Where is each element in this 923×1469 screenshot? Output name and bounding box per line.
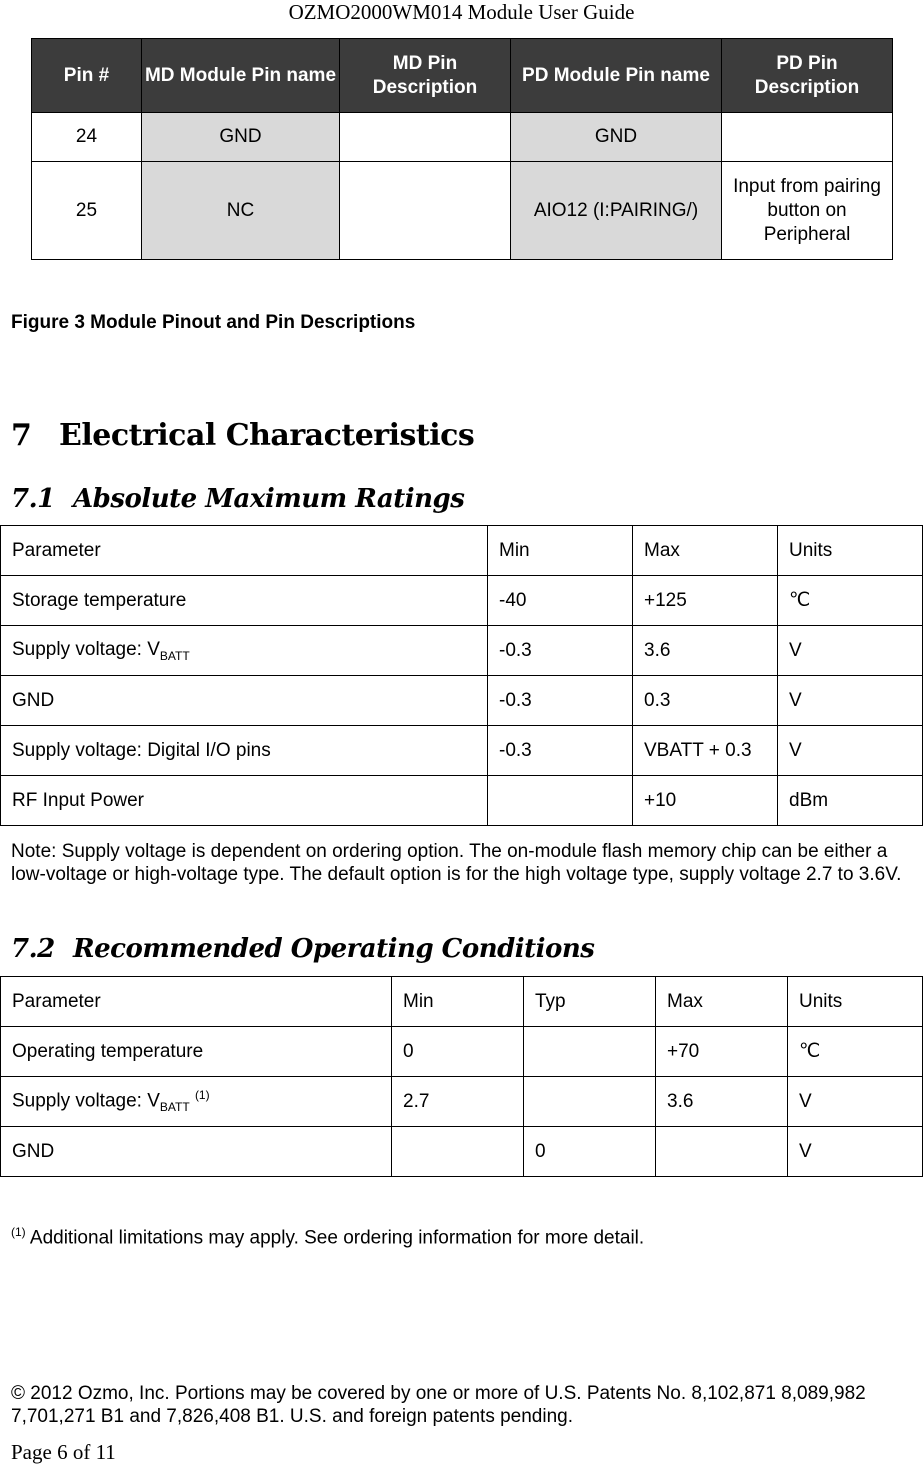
absolute-maximum-ratings-table xyxy=(0,525,923,826)
table-row xyxy=(1,576,923,626)
typ-cell: 0 xyxy=(524,1127,656,1177)
section-title: Electrical Characteristics xyxy=(59,418,475,453)
parameter-cell: GND xyxy=(1,676,488,726)
column-header: MD Pin Description xyxy=(340,39,511,113)
footnote-ref: (1) xyxy=(194,1088,210,1103)
table-row xyxy=(1,676,923,726)
units-cell: dBm xyxy=(778,776,923,826)
table-cell: GND xyxy=(142,113,340,162)
section-7-2-heading xyxy=(11,934,594,964)
max-cell: 3.6 xyxy=(633,626,778,676)
max-cell: 3.6 xyxy=(656,1077,788,1127)
max-cell: +70 xyxy=(656,1027,788,1077)
copyright-notice: © 2012 Ozmo, Inc. Portions may be covered by one or more of U.S. Patents No. 8,102,871 8,089,982 7,701,271 B1 and 7,826,408 B1. U.S. and foreign patents pending. xyxy=(11,1383,866,1427)
table-row xyxy=(1,1077,923,1127)
subscript: BATT xyxy=(159,1100,190,1115)
section-7-1-heading xyxy=(11,484,464,514)
column-header: Units xyxy=(778,526,923,576)
min-cell: 0 xyxy=(392,1027,524,1077)
min-cell xyxy=(488,776,633,826)
units-cell: V xyxy=(778,676,923,726)
section-title: Absolute Maximum Ratings xyxy=(73,484,465,514)
supply-voltage-note: Note: Supply voltage is dependent on ordering option. The on-module flash memory chip can be either a low-voltage or high-voltage type. The default option is for the high voltage type, supply voltage 2.7 to 3.6V. xyxy=(11,841,902,885)
table-cell: 24 xyxy=(32,113,142,162)
min-cell xyxy=(392,1127,524,1177)
column-header: Parameter xyxy=(1,977,392,1027)
table-row xyxy=(1,1127,923,1177)
table-row xyxy=(1,726,923,776)
min-cell: -0.3 xyxy=(488,626,633,676)
min-cell: -0.3 xyxy=(488,676,633,726)
footnote xyxy=(11,1225,644,1249)
column-header: Max xyxy=(633,526,778,576)
max-cell: +10 xyxy=(633,776,778,826)
units-cell: V xyxy=(788,1077,923,1127)
typ-cell xyxy=(524,1027,656,1077)
table-cell xyxy=(722,113,893,162)
column-header: PD Module Pin name xyxy=(511,39,722,113)
parameter-cell: Storage temperature xyxy=(1,576,488,626)
section-title: Recommended Operating Conditions xyxy=(73,934,595,964)
figure-caption: Figure 3 Module Pinout and Pin Descriptions xyxy=(11,312,416,333)
column-header: Units xyxy=(788,977,923,1027)
column-header: Pin # xyxy=(32,39,142,113)
document-header-title: OZMO2000WM014 Module User Guide xyxy=(288,0,635,24)
pin-description-table xyxy=(31,38,893,260)
table-cell: NC xyxy=(142,162,340,260)
units-cell: ℃ xyxy=(788,1027,923,1077)
parameter-text: Supply voltage: V xyxy=(12,638,160,660)
section-number: 7 xyxy=(11,418,32,453)
table-header-row xyxy=(1,977,923,1027)
table-cell: GND xyxy=(511,113,722,162)
table-row xyxy=(1,1027,923,1077)
parameter-cell: Supply voltage: Digital I/O pins xyxy=(1,726,488,776)
parameter-text: Supply voltage: V xyxy=(12,1090,160,1112)
units-cell: V xyxy=(788,1127,923,1177)
table-header-row xyxy=(1,526,923,576)
typ-cell xyxy=(524,1077,656,1127)
parameter-cell xyxy=(1,1077,392,1127)
max-cell: 0.3 xyxy=(633,676,778,726)
column-header: Min xyxy=(488,526,633,576)
table-row xyxy=(1,776,923,826)
parameter-cell xyxy=(1,626,488,676)
table-cell xyxy=(340,113,511,162)
footnote-marker: (1) xyxy=(11,1225,26,1239)
table-row xyxy=(32,113,893,162)
recommended-operating-conditions-table xyxy=(0,976,923,1177)
table-row xyxy=(32,162,893,260)
subscript: BATT xyxy=(159,648,190,663)
page-number: Page 6 of 11 xyxy=(11,1440,116,1464)
section-number: 7.2 xyxy=(11,934,55,964)
column-header: MD Module Pin name xyxy=(142,39,340,113)
column-header: PD Pin Description xyxy=(722,39,893,113)
column-header: Max xyxy=(656,977,788,1027)
parameter-cell: RF Input Power xyxy=(1,776,488,826)
column-header: Typ xyxy=(524,977,656,1027)
footnote-text: Additional limitations may apply. See ordering information for more detail. xyxy=(25,1227,645,1249)
max-cell xyxy=(656,1127,788,1177)
table-cell xyxy=(340,162,511,260)
table-row xyxy=(1,626,923,676)
table-cell: AIO12 (I:PAIRING/) xyxy=(511,162,722,260)
units-cell: V xyxy=(778,726,923,776)
max-cell: +125 xyxy=(633,576,778,626)
column-header: Min xyxy=(392,977,524,1027)
table-cell: 25 xyxy=(32,162,142,260)
units-cell: ℃ xyxy=(778,576,923,626)
section-7-heading xyxy=(11,418,474,453)
units-cell: V xyxy=(778,626,923,676)
parameter-cell: Operating temperature xyxy=(1,1027,392,1077)
min-cell: -0.3 xyxy=(488,726,633,776)
min-cell: 2.7 xyxy=(392,1077,524,1127)
min-cell: -40 xyxy=(488,576,633,626)
max-cell: VBATT + 0.3 xyxy=(633,726,778,776)
section-number: 7.1 xyxy=(11,484,55,514)
table-cell: Input from pairing button on Peripheral xyxy=(722,162,893,260)
column-header: Parameter xyxy=(1,526,488,576)
parameter-cell: GND xyxy=(1,1127,392,1177)
